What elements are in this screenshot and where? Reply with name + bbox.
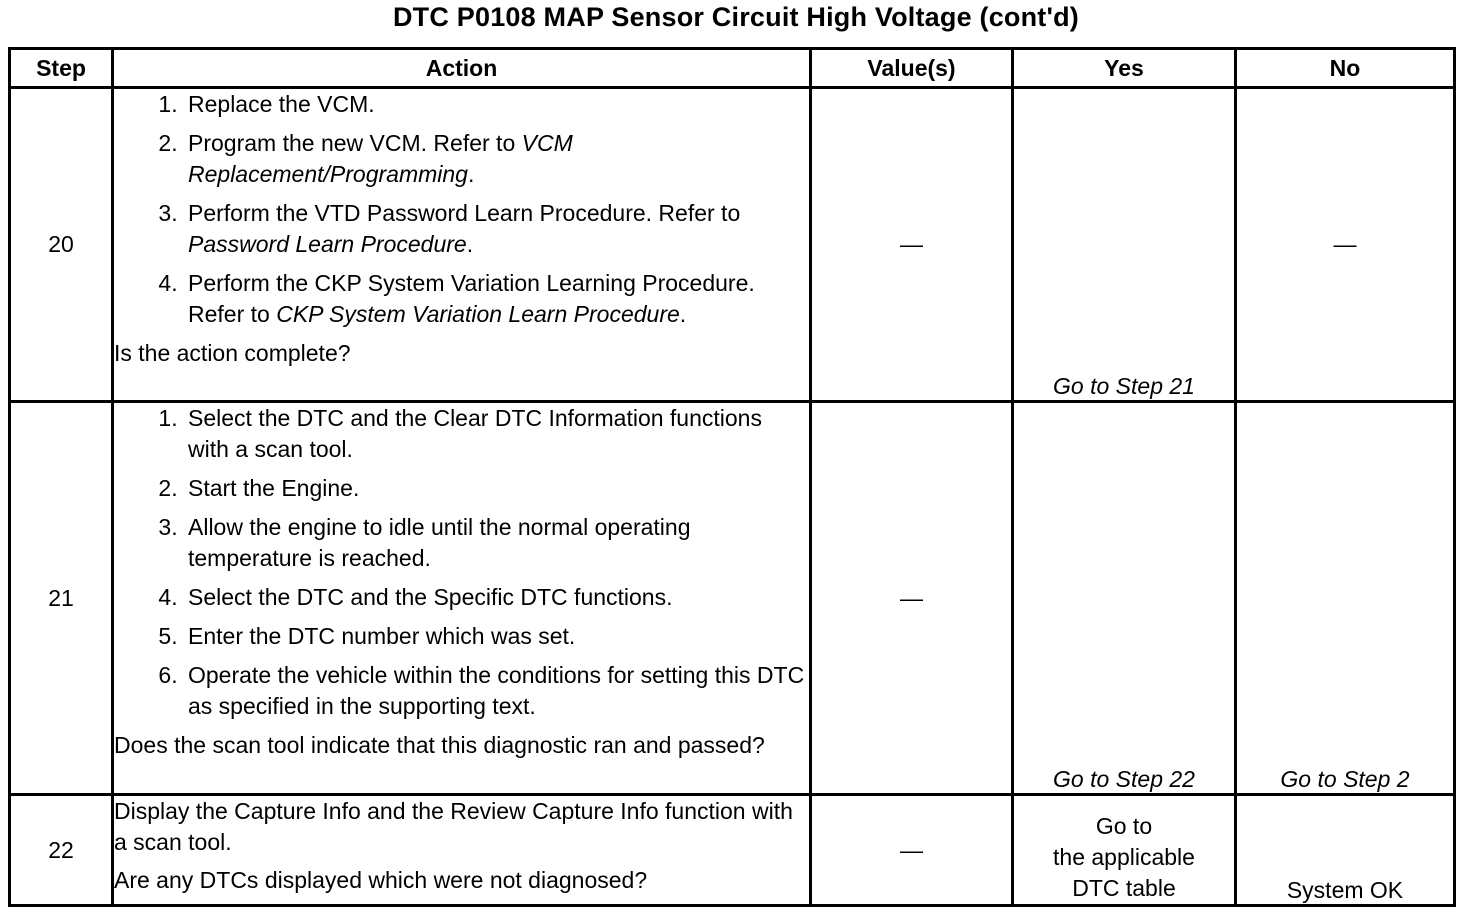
- yes-result: Go to Step 21: [1053, 373, 1195, 399]
- yes-line: DTC table: [1072, 875, 1176, 901]
- value-cell: —: [811, 795, 1013, 906]
- action-question: Is the action complete?: [114, 340, 351, 366]
- step-number: 20: [10, 88, 113, 402]
- action-steps-list: [114, 403, 809, 722]
- action-step: [184, 268, 809, 330]
- reference-link: Password Learn Procedure: [188, 231, 467, 257]
- step-number: 21: [10, 402, 113, 795]
- action-step-text: Program the new VCM. Refer to: [188, 130, 522, 156]
- value-cell: —: [811, 402, 1013, 795]
- no-cell: —: [1236, 88, 1455, 402]
- action-step-text: Perform the CKP System Variation Learning Procedure. Refer to: [188, 270, 755, 327]
- action-step-suffix: .: [467, 161, 475, 187]
- step-number: 22: [10, 795, 113, 906]
- header-action: Action: [113, 49, 811, 88]
- header-value: Value(s): [811, 49, 1013, 88]
- action-cell: [113, 402, 811, 795]
- table-row: [10, 88, 1455, 402]
- yes-cell: [1013, 88, 1236, 402]
- reference-link: VCM Replacement/Programming: [188, 130, 573, 187]
- action-cell: [113, 795, 811, 906]
- table-row: [10, 795, 1455, 906]
- page-title: DTC P0108 MAP Sensor Circuit High Voltage (cont'd): [392, 2, 1079, 32]
- no-cell: [1236, 402, 1455, 795]
- action-step-suffix: .: [679, 301, 687, 327]
- yes-line: the applicable: [1053, 844, 1195, 870]
- no-result: Go to Step 2: [1280, 766, 1410, 792]
- action-step: [184, 89, 809, 120]
- action-step: 4. Select the DTC and the Specific DTC functions.: [184, 582, 809, 613]
- value-cell: —: [811, 88, 1013, 402]
- action-step: 3. Allow the engine to idle until the normal operating temperature is reached.: [184, 512, 809, 574]
- table-row: [10, 402, 1455, 795]
- header-step: Step: [10, 49, 113, 88]
- action-cell: [113, 88, 811, 402]
- action-question: Are any DTCs displayed which were not diagnosed?: [114, 867, 648, 893]
- yes-line: Go to: [1095, 813, 1153, 839]
- action-question: Does the scan tool indicate that this diagnostic ran and passed?: [114, 732, 765, 758]
- action-step-text: Replace the VCM.: [188, 91, 375, 117]
- table-header-row: [10, 49, 1455, 88]
- action-step: [184, 128, 809, 190]
- action-step: [184, 198, 809, 260]
- no-cell: System OK: [1236, 795, 1455, 906]
- reference-link: CKP System Variation Learn Procedure: [276, 301, 680, 327]
- action-step: 2. Start the Engine.: [184, 473, 809, 504]
- header-no: No: [1236, 49, 1455, 88]
- action-step-text: Perform the VTD Password Learn Procedure. Refer to: [188, 200, 741, 226]
- action-step: 6. Operate the vehicle within the conditions for setting this DTC as specified in the supporting text.: [184, 660, 809, 722]
- yes-cell: [1013, 402, 1236, 795]
- yes-result: Go to Step 22: [1053, 766, 1195, 792]
- action-steps-list: [114, 89, 809, 330]
- yes-cell: [1013, 795, 1236, 906]
- action-step: 5. Enter the DTC number which was set.: [184, 621, 809, 652]
- action-step: 1. Select the DTC and the Clear DTC Information functions with a scan tool.: [184, 403, 809, 465]
- header-yes: Yes: [1013, 49, 1236, 88]
- action-text: Display the Capture Info and the Review Capture Info function with a scan tool.: [114, 798, 793, 855]
- action-step-suffix: .: [466, 231, 474, 257]
- diagnostic-table: [8, 47, 1456, 907]
